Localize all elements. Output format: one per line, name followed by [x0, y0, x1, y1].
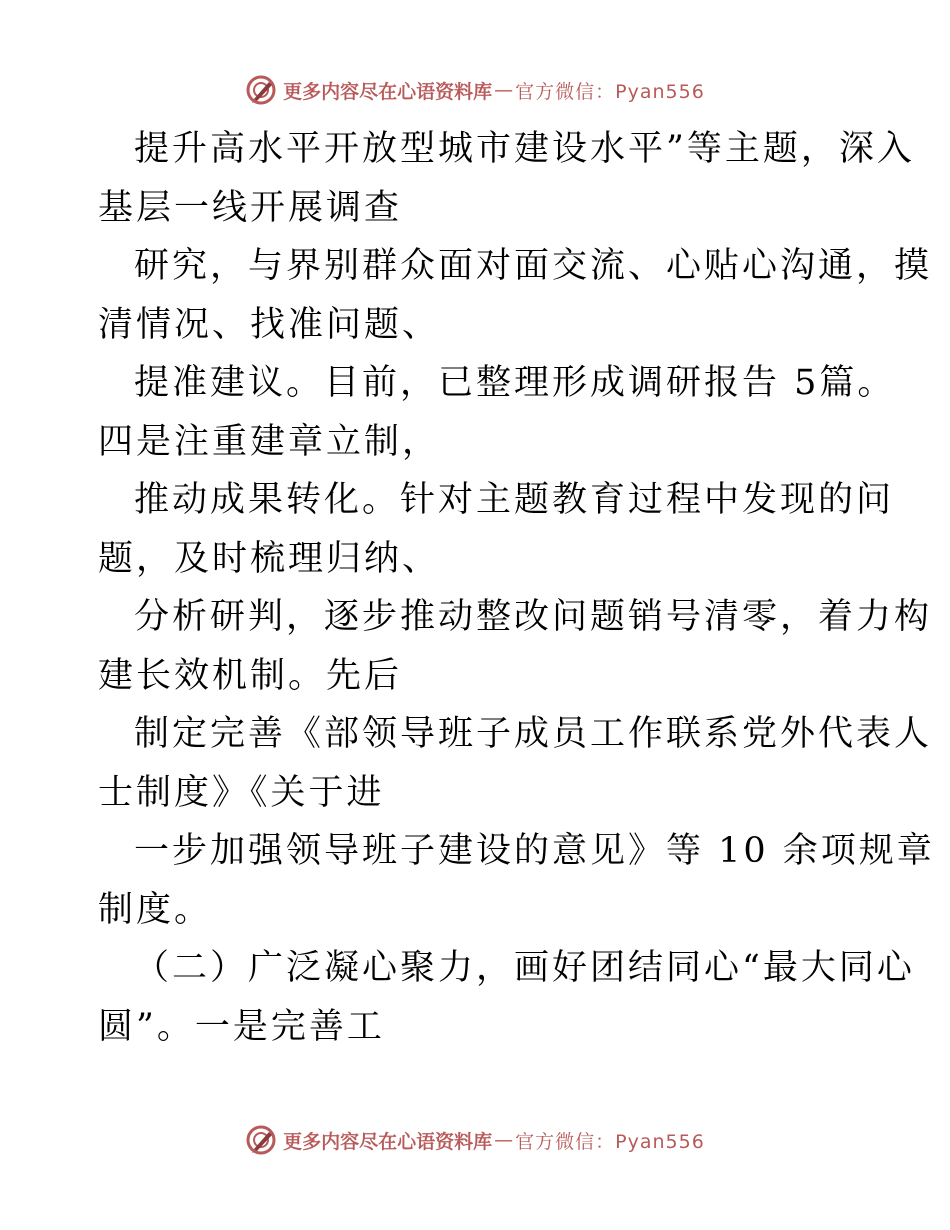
pen-logo-icon	[245, 74, 277, 106]
header-banner	[0, 70, 950, 110]
footer-banner	[0, 1120, 950, 1160]
text-line: 推动成果转化。针对主题教育过程中发现的问	[134, 480, 895, 520]
footer-banner-content	[245, 1124, 705, 1156]
text-line: 四是注重建章立制，	[98, 421, 441, 462]
text-line: （二）广泛凝心聚力，画好团结同心“最大同心	[134, 948, 915, 988]
header-banner-content	[245, 74, 705, 106]
banner-separator: —	[494, 79, 514, 101]
document-body	[98, 120, 935, 1056]
text-line: 一步加强领导班子建设的意见》等 10 余项规章	[134, 831, 935, 871]
banner-wechat: 官方微信：Pyan556	[515, 80, 705, 103]
text-line: 题，及时梳理归纳、	[98, 538, 441, 579]
text-line: 士制度》《关于进	[98, 772, 385, 813]
text-line: 制度。	[98, 889, 213, 930]
text-line: 基层一线开展调查	[98, 187, 403, 228]
text-line: 分析研判，逐步推动整改问题销号清零，着力构	[134, 597, 933, 637]
banner-site-name: 更多内容尽在心语资料库	[283, 80, 493, 103]
text-line: 清情况、找准问题、	[98, 304, 441, 345]
text-line: 制定完善《部领导班子成员工作联系党外代表人	[134, 714, 933, 754]
text-line: 建长效机制。先后	[98, 655, 403, 696]
banner-wechat: 官方微信：Pyan556	[515, 1130, 705, 1153]
pen-logo-icon	[245, 1124, 277, 1156]
text-line: 提准建议。目前，已整理形成调研报告 5篇。	[134, 363, 896, 403]
banner-separator: —	[494, 1129, 514, 1151]
banner-site-name: 更多内容尽在心语资料库	[283, 1130, 493, 1153]
text-line: 圆”。一是完善工	[98, 1006, 385, 1047]
text-line: 研究，与界别群众面对面交流、心贴心沟通，摸	[134, 246, 933, 286]
text-line: 提升高水平开放型城市建设水平”等主题，深入	[134, 129, 915, 169]
